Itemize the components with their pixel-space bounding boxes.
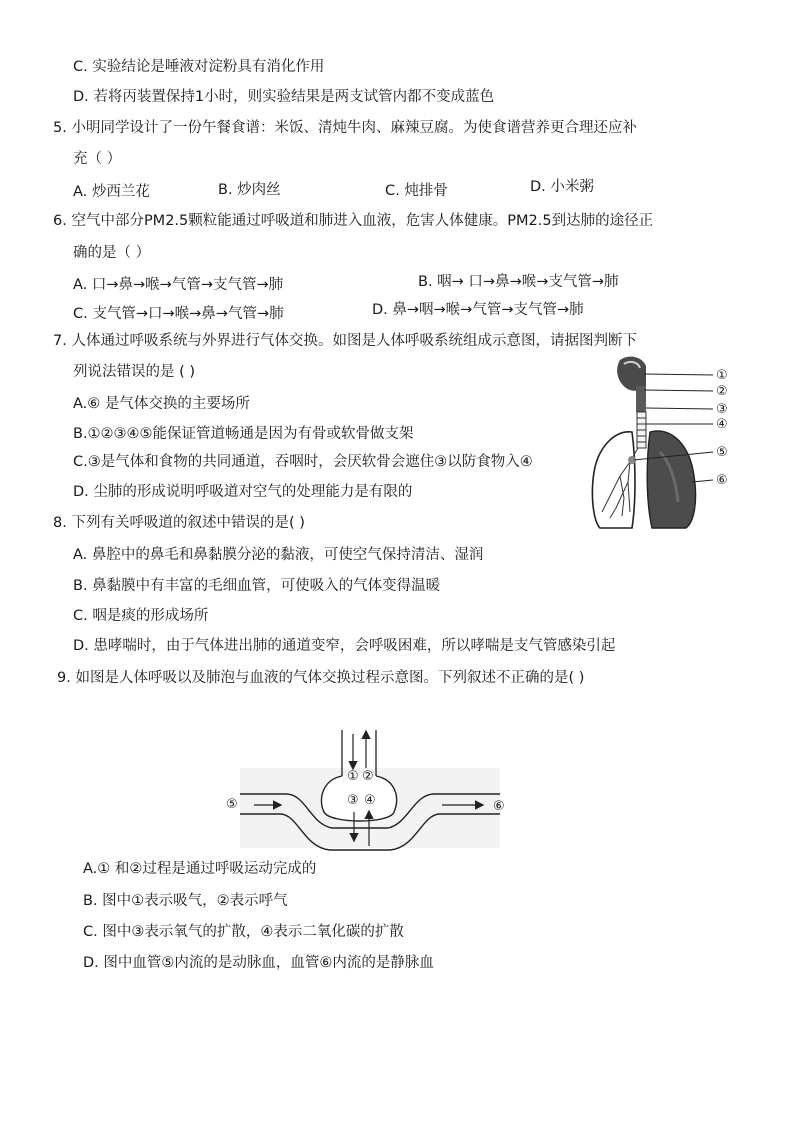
q9-stem: 9. 如图是人体呼吸以及肺泡与血液的气体交换过程示意图。下列叙述不正确的是( )	[57, 670, 585, 686]
q7-option-a: A.⑥ 是气体交换的主要场所	[73, 396, 250, 412]
q6-option-c: C. 支气管→口→喉→鼻→气管→肺	[73, 306, 284, 322]
q9-figure-label-1: ①	[347, 769, 359, 784]
q8-option-a: A. 鼻腔中的鼻毛和鼻黏膜分泌的黏液，可使空气保持清洁、湿润	[73, 547, 484, 563]
q7-stem-line2: 列说法错误的是 ( )	[73, 364, 196, 380]
q4-option-d: D. 若将丙装置保持1小时，则实验结果是两支试管内都不变成蓝色	[73, 89, 495, 105]
leader-line-2	[644, 390, 713, 391]
q7-figure-label-3: ③	[716, 402, 728, 417]
q7-figure-label-5: ⑤	[716, 445, 728, 460]
q6-stem-line1: 6. 空气中部分PM2.5颗粒能通过呼吸道和肺进入血液，危害人体健康。PM2.5到达肺的途径正	[53, 213, 654, 229]
q7-stem-line1: 7. 人体通过呼吸系统与外界进行气体交换。如图是人体呼吸系统组成示意图，请据图判断下	[53, 333, 637, 349]
q8-stem: 8. 下列有关呼吸道的叙述中错误的是( )	[53, 515, 305, 531]
q9-figure-label-5: ⑤	[226, 797, 238, 812]
q9-figure-label-4: ④	[364, 793, 376, 808]
q6-option-d: D. 鼻→咽→喉→气管→支气管→肺	[372, 302, 584, 318]
lung-right-shape	[647, 431, 695, 528]
q5-stem-line1: 5. 小明同学设计了一份午餐食谱：米饭、清炖牛肉、麻辣豆腐。为使食谱营养更合理还应补	[53, 120, 637, 136]
q7-figure-label-6: ⑥	[716, 473, 728, 488]
q5-option-b: B. 炒肉丝	[218, 182, 281, 198]
q9-figure-label-6: ⑥	[493, 799, 505, 814]
q9-option-b: B. 图中①表示吸气，②表示呼气	[83, 893, 288, 909]
q9-figure-label-2: ②	[362, 769, 374, 784]
q5-stem-line2: 充（ ）	[73, 151, 122, 167]
q9-option-c: C. 图中③表示氧气的扩散，④表示二氧化碳的扩散	[83, 924, 404, 940]
q8-option-c: C. 咽是痰的形成场所	[73, 608, 209, 624]
leader-line-3	[646, 408, 713, 409]
q6-option-b: B. 咽→ 口→鼻→喉→支气管→肺	[418, 274, 619, 290]
q7-figure-label-1: ①	[716, 368, 728, 383]
q4-option-c: C. 实验结论是唾液对淀粉具有消化作用	[73, 59, 325, 75]
q5-option-c: C. 炖排骨	[385, 183, 448, 199]
q9-figure-label-3: ③	[347, 793, 359, 808]
q8-option-b: B. 鼻黏膜中有丰富的毛细血管，可使吸入的气体变得温暖	[73, 578, 441, 594]
q9-option-d: D. 图中血管⑤内流的是动脉血，血管⑥内流的是静脉血	[83, 955, 434, 971]
q7-figure-label-2: ②	[716, 384, 728, 399]
q7-option-c: C.③是气体和食物的共同通道，吞咽时，会厌软骨会遮住③以防食物入④	[73, 454, 533, 470]
leader-line-1	[644, 374, 713, 375]
q8-option-d: D. 患哮喘时，由于气体进出肺的通道变窄，会呼吸困难，所以哮喘是支气管感染引起	[73, 638, 616, 654]
q9-option-a: A.① 和②过程是通过呼吸运动完成的	[83, 861, 317, 877]
q7-figure-label-4: ④	[716, 417, 728, 432]
q6-stem-line2: 确的是（ ）	[73, 245, 151, 261]
q6-option-a: A. 口→鼻→喉→气管→支气管→肺	[73, 277, 284, 293]
alveolus-outline	[321, 776, 396, 821]
q5-option-a: A. 炒西兰花	[73, 184, 150, 200]
q7-option-b: B.①②③④⑤能保证管道畅通是因为有骨或软骨做支架	[73, 426, 414, 442]
q5-option-d: D. 小米粥	[530, 179, 594, 195]
q7-option-d: D. 尘肺的形成说明呼吸道对空气的处理能力是有限的	[73, 484, 413, 500]
